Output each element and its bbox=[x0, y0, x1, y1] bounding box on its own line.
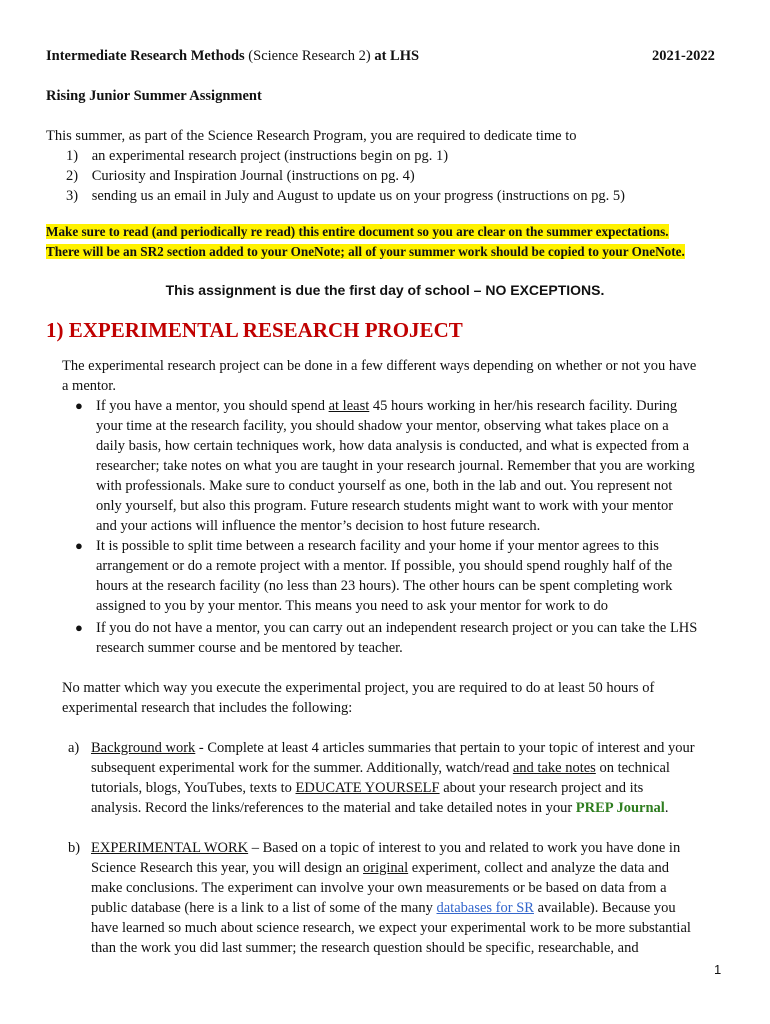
section-intro-line: a mentor. bbox=[62, 378, 116, 394]
bullet-mentor-line: and your actions will influence the mentor’s decision to host future research. bbox=[96, 518, 541, 534]
school-name: at LHS bbox=[374, 48, 420, 64]
list-number: 2) bbox=[66, 168, 79, 184]
bullet-mentor-line: If you have a mentor, you should spend at least 45 hours working in her/his research facility. During bbox=[96, 398, 678, 414]
item-a-title: Background work bbox=[91, 740, 196, 756]
course-header bbox=[46, 46, 419, 66]
intro-list-item bbox=[66, 146, 448, 166]
list-number: 1) bbox=[66, 148, 79, 164]
assignment-subtitle: Rising Junior Summer Assignment bbox=[46, 88, 262, 104]
item-b-line: have learned so much about science research, we expect your experimental work to be more substantial bbox=[91, 920, 691, 936]
page-number: 1 bbox=[714, 962, 722, 977]
list-text: Curiosity and Inspiration Journal (instructions on pg. 4) bbox=[91, 168, 415, 184]
underlined-text: at least bbox=[328, 398, 370, 414]
requirements-intro-line: experimental research that includes the following: bbox=[62, 700, 353, 716]
requirements-intro-line: No matter which way you execute the experimental project, you are required to do at least 50 hours of bbox=[62, 680, 655, 696]
section-intro-line: The experimental research project can be done in a few different ways depending on whether or not you have bbox=[62, 358, 697, 374]
item-b-title: EXPERIMENTAL WORK bbox=[91, 840, 249, 856]
bullet-icon: ● bbox=[75, 398, 83, 413]
course-name: Intermediate Research Methods bbox=[46, 48, 245, 64]
bullet-mentor-line: daily basis, how certain techniques work, how data analysis is conducted, and what is expected from a bbox=[96, 438, 690, 454]
bullet-split-line: hours at the research facility (no less than 23 hours). The other hours can be spent completing work bbox=[96, 578, 673, 594]
prep-journal-label: PREP Journal bbox=[575, 800, 665, 816]
school-year: 2021-2022 bbox=[652, 48, 715, 64]
list-number: 3) bbox=[66, 188, 79, 204]
section-heading: 1) EXPERIMENTAL RESEARCH PROJECT bbox=[46, 318, 463, 342]
bullet-no-mentor-line: research summer course and be mentored by teacher. bbox=[96, 640, 403, 656]
bullet-icon: ● bbox=[75, 620, 83, 635]
item-a-label: a) bbox=[68, 740, 80, 756]
list-text: an experimental research project (instructions begin on pg. 1) bbox=[91, 148, 449, 164]
intro-list-item bbox=[66, 166, 415, 186]
bullet-split-line: arrangement or do a remote project with a mentor. If possible, you should spend roughly half of the bbox=[96, 558, 673, 574]
intro-text: This summer, as part of the Science Research Program, you are required to dedicate time to bbox=[46, 128, 577, 144]
list-text: sending us an email in July and August to update us on your progress (instructions on pg. 5) bbox=[91, 188, 625, 204]
due-date-notice: This assignment is due the first day of school – NO EXCEPTIONS. bbox=[165, 282, 605, 298]
bullet-mentor-line: researcher; take notes on what you are taught in your research journal. Remember that you are working bbox=[96, 458, 695, 474]
bullet-split-line: It is possible to split time between a research facility and your home if your mentor agrees to this bbox=[96, 538, 659, 554]
highlight-notice-1: Make sure to read (and periodically re read) this entire document so you are clear on the summer expectations. bbox=[46, 224, 669, 239]
item-a-line: analysis. Record the links/references to the material and take detailed notes in your PREP Journal. bbox=[91, 800, 669, 816]
bullet-split-line: assigned to you by your mentor. This means you need to ask your mentor for work to do bbox=[96, 598, 608, 614]
item-b-line: public database (here is a link to a list of some of the many databases for SR available). Because you bbox=[91, 900, 676, 916]
item-b-line: Science Research this year, you will design an original experiment, collect and analyze the data and bbox=[91, 860, 670, 876]
course-subtitle: (Science Research 2) bbox=[248, 48, 371, 64]
bullet-icon: ● bbox=[75, 538, 83, 553]
item-b-line: than the work you did last summer; the research question should be specific, researchable, and bbox=[91, 940, 639, 956]
item-b-line: make conclusions. The experiment can involve your own measurements or be based on data from a bbox=[91, 880, 667, 896]
item-b-label: b) bbox=[68, 840, 81, 856]
bullet-mentor-line: with professionals. Make sure to conduct yourself as one, both in the lab and out. You represent not bbox=[96, 478, 673, 494]
item-a-line: tutorials, blogs, YouTubes, texts to EDUCATE YOURSELF about your research project and its bbox=[91, 780, 644, 796]
highlight-notice-2: There will be an SR2 section added to your OneNote; all of your summer work should be copied to your OneNote. bbox=[46, 244, 685, 259]
bullet-no-mentor-line: If you do not have a mentor, you can carry out an independent research project or you can take the LHS bbox=[96, 620, 698, 636]
bullet-mentor-line: your time at the research facility, you should shadow your mentor, observing what takes place on a bbox=[96, 418, 669, 434]
intro-list-item bbox=[66, 186, 625, 206]
databases-link[interactable]: databases for SR bbox=[436, 900, 534, 916]
bullet-mentor-line: only yourself, but also this program. Future research students might want to work with your mentor bbox=[96, 498, 674, 514]
item-b-line: EXPERIMENTAL WORK – Based on a topic of interest to you and related to work you have done in bbox=[91, 840, 681, 856]
item-a-line: Background work - Complete at least 4 articles summaries that pertain to your topic of interest and your bbox=[91, 740, 695, 756]
item-a-line: subsequent experimental work for the summer. Additionally, watch/read and take notes on technical bbox=[91, 760, 670, 776]
